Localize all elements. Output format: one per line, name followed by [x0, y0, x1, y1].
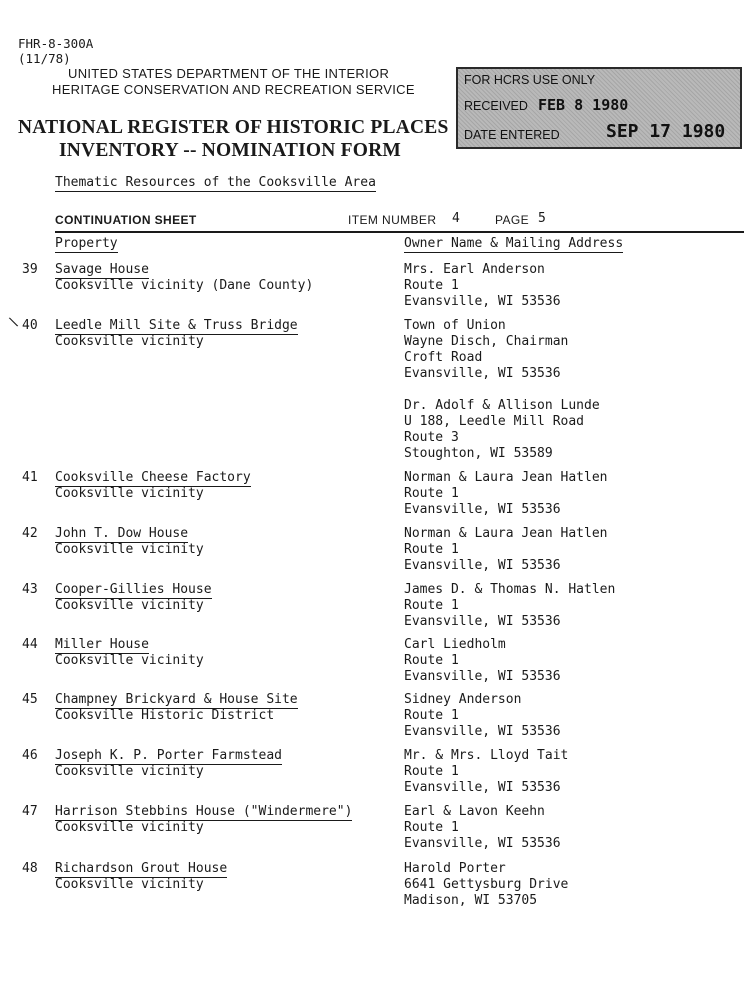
entry-number: 44	[22, 637, 38, 652]
continuation-sheet-label: CONTINUATION SHEET	[55, 213, 197, 227]
property-name: Joseph K. P. Porter Farmstead	[55, 748, 282, 763]
owner-line: Town of Union	[404, 318, 506, 333]
entry-number: 41	[22, 470, 38, 485]
property-location: Cooksville vicinity	[55, 764, 204, 779]
date-entered-label: DATE ENTERED	[464, 128, 560, 142]
property-location: Cooksville vicinity	[55, 877, 204, 892]
owner-line: Sidney Anderson	[404, 692, 522, 707]
entry-number: 47	[22, 804, 38, 819]
owner-line: Evansville, WI 53536	[404, 502, 561, 517]
stamp-header: FOR HCRS USE ONLY	[464, 73, 596, 87]
property-name-wrap	[55, 748, 282, 764]
owner-line: Evansville, WI 53536	[404, 558, 561, 573]
owner-address	[404, 582, 615, 630]
owner-line: Route 1	[404, 598, 459, 613]
property-name-wrap	[55, 318, 298, 334]
owner-line: Evansville, WI 53536	[404, 366, 561, 381]
item-number-label: ITEM NUMBER	[348, 213, 437, 227]
owner-line: Route 1	[404, 486, 459, 501]
property-location: Cooksville vicinity	[55, 542, 204, 557]
owner-line: Evansville, WI 53536	[404, 836, 561, 851]
form-revision-date: (11/78)	[18, 51, 71, 66]
owner-line: Carl Liedholm	[404, 637, 506, 652]
property-location: Cooksville vicinity	[55, 820, 204, 835]
page-title	[18, 116, 449, 162]
owner-line: Evansville, WI 53536	[404, 724, 561, 739]
property-name-wrap	[55, 526, 188, 542]
department-name: UNITED STATES DEPARTMENT OF THE INTERIOR	[68, 66, 390, 81]
owner-address	[404, 470, 608, 518]
owner-line: Croft Road	[404, 350, 483, 365]
owner-address	[404, 692, 561, 740]
entry-number: 39	[22, 262, 38, 277]
property-location: Cooksville vicinity	[55, 486, 204, 501]
property-name-wrap	[55, 861, 227, 877]
owner-line: James D. & Thomas N. Hatlen	[404, 582, 616, 597]
owner-line: Route 1	[404, 820, 459, 835]
owner-line: Norman & Laura Jean Hatlen	[404, 526, 608, 541]
received-label: RECEIVED	[464, 99, 528, 113]
page-label: PAGE	[495, 213, 530, 227]
property-name-wrap	[55, 692, 298, 708]
owner-line: Evansville, WI 53536	[404, 294, 561, 309]
owner-address-secondary	[404, 398, 600, 462]
property-location: Cooksville vicinity	[55, 598, 204, 613]
entry-number: 40	[22, 318, 38, 333]
owner-line: Stoughton, WI 53589	[404, 446, 553, 461]
title-line-1: NATIONAL REGISTER OF HISTORIC PLACES	[18, 117, 449, 138]
owner-address	[404, 262, 561, 310]
owner-line: Earl & Lavon Keehn	[404, 804, 545, 819]
property-location: Cooksville vicinity	[55, 334, 204, 349]
header-rule	[55, 231, 744, 233]
owner-address	[404, 861, 568, 909]
owner-column-header-wrap	[404, 236, 623, 252]
property-name: Richardson Grout House	[55, 861, 228, 876]
property-name: Miller House	[55, 637, 149, 652]
property-name-wrap	[55, 470, 251, 486]
owner-line: Madison, WI 53705	[404, 893, 538, 908]
property-location: Cooksville Historic District	[55, 708, 275, 723]
service-name: HERITAGE CONSERVATION AND RECREATION SERVICE	[52, 82, 415, 97]
property-name: Leedle Mill Site & Truss Bridge	[55, 318, 298, 333]
owner-line: Mr. & Mrs. Lloyd Tait	[404, 748, 569, 763]
owner-address	[404, 748, 568, 796]
owner-line: Mrs. Earl Anderson	[404, 262, 545, 277]
property-location: Cooksville vicinity	[55, 653, 204, 668]
owner-column-header: Owner Name & Mailing Address	[404, 236, 624, 251]
property-name-wrap	[55, 582, 212, 598]
owner-line: Route 1	[404, 278, 459, 293]
property-column-header: Property	[55, 236, 118, 251]
page-number-value: 5	[538, 211, 546, 226]
owner-line: Route 3	[404, 430, 459, 445]
received-date: FEB 8 1980	[538, 96, 629, 114]
owner-line: Wayne Disch, Chairman	[404, 334, 569, 349]
owner-line: Evansville, WI 53536	[404, 614, 561, 629]
owner-address	[404, 804, 561, 852]
property-name: Harrison Stebbins House ("Windermere")	[55, 804, 353, 819]
property-name: Champney Brickyard & House Site	[55, 692, 298, 707]
resource-title: Thematic Resources of the Cooksville Area	[55, 175, 376, 190]
owner-line: Route 1	[404, 764, 459, 779]
owner-line: Route 1	[404, 653, 459, 668]
owner-line: Norman & Laura Jean Hatlen	[404, 470, 608, 485]
form-code	[18, 36, 93, 66]
entry-number: 42	[22, 526, 38, 541]
property-name: Cooksville Cheese Factory	[55, 470, 251, 485]
property-name-wrap	[55, 804, 352, 820]
margin-check-mark: \	[7, 314, 21, 331]
owner-line: U 188, Leedle Mill Road	[404, 414, 585, 429]
item-number-value: 4	[452, 211, 460, 226]
resource-title-wrap	[55, 175, 376, 191]
entry-number: 45	[22, 692, 38, 707]
property-name-wrap	[55, 262, 149, 278]
owner-address	[404, 526, 608, 574]
property-name-wrap	[55, 637, 149, 653]
property-name: John T. Dow House	[55, 526, 189, 541]
owner-line: Route 1	[404, 708, 459, 723]
owner-line: Evansville, WI 53536	[404, 780, 561, 795]
owner-line: Route 1	[404, 542, 459, 557]
owner-address	[404, 637, 561, 685]
form-number: FHR-8-300A	[18, 36, 94, 51]
title-line-2: INVENTORY -- NOMINATION FORM	[58, 140, 401, 161]
owner-address	[404, 318, 568, 382]
owner-line: Dr. Adolf & Allison Lunde	[404, 398, 600, 413]
property-location: Cooksville vicinity (Dane County)	[55, 278, 314, 293]
property-column-header-wrap	[55, 236, 118, 252]
owner-line: Harold Porter	[404, 861, 506, 876]
property-name: Savage House	[55, 262, 149, 277]
entry-number: 43	[22, 582, 38, 597]
owner-line: 6641 Gettysburg Drive	[404, 877, 569, 892]
property-name: Cooper-Gillies House	[55, 582, 212, 597]
entry-number: 46	[22, 748, 38, 763]
hcrs-use-only-stamp	[456, 67, 742, 149]
owner-line: Evansville, WI 53536	[404, 669, 561, 684]
date-entered-value: SEP 17 1980	[606, 121, 726, 142]
entry-number: 48	[22, 861, 38, 876]
